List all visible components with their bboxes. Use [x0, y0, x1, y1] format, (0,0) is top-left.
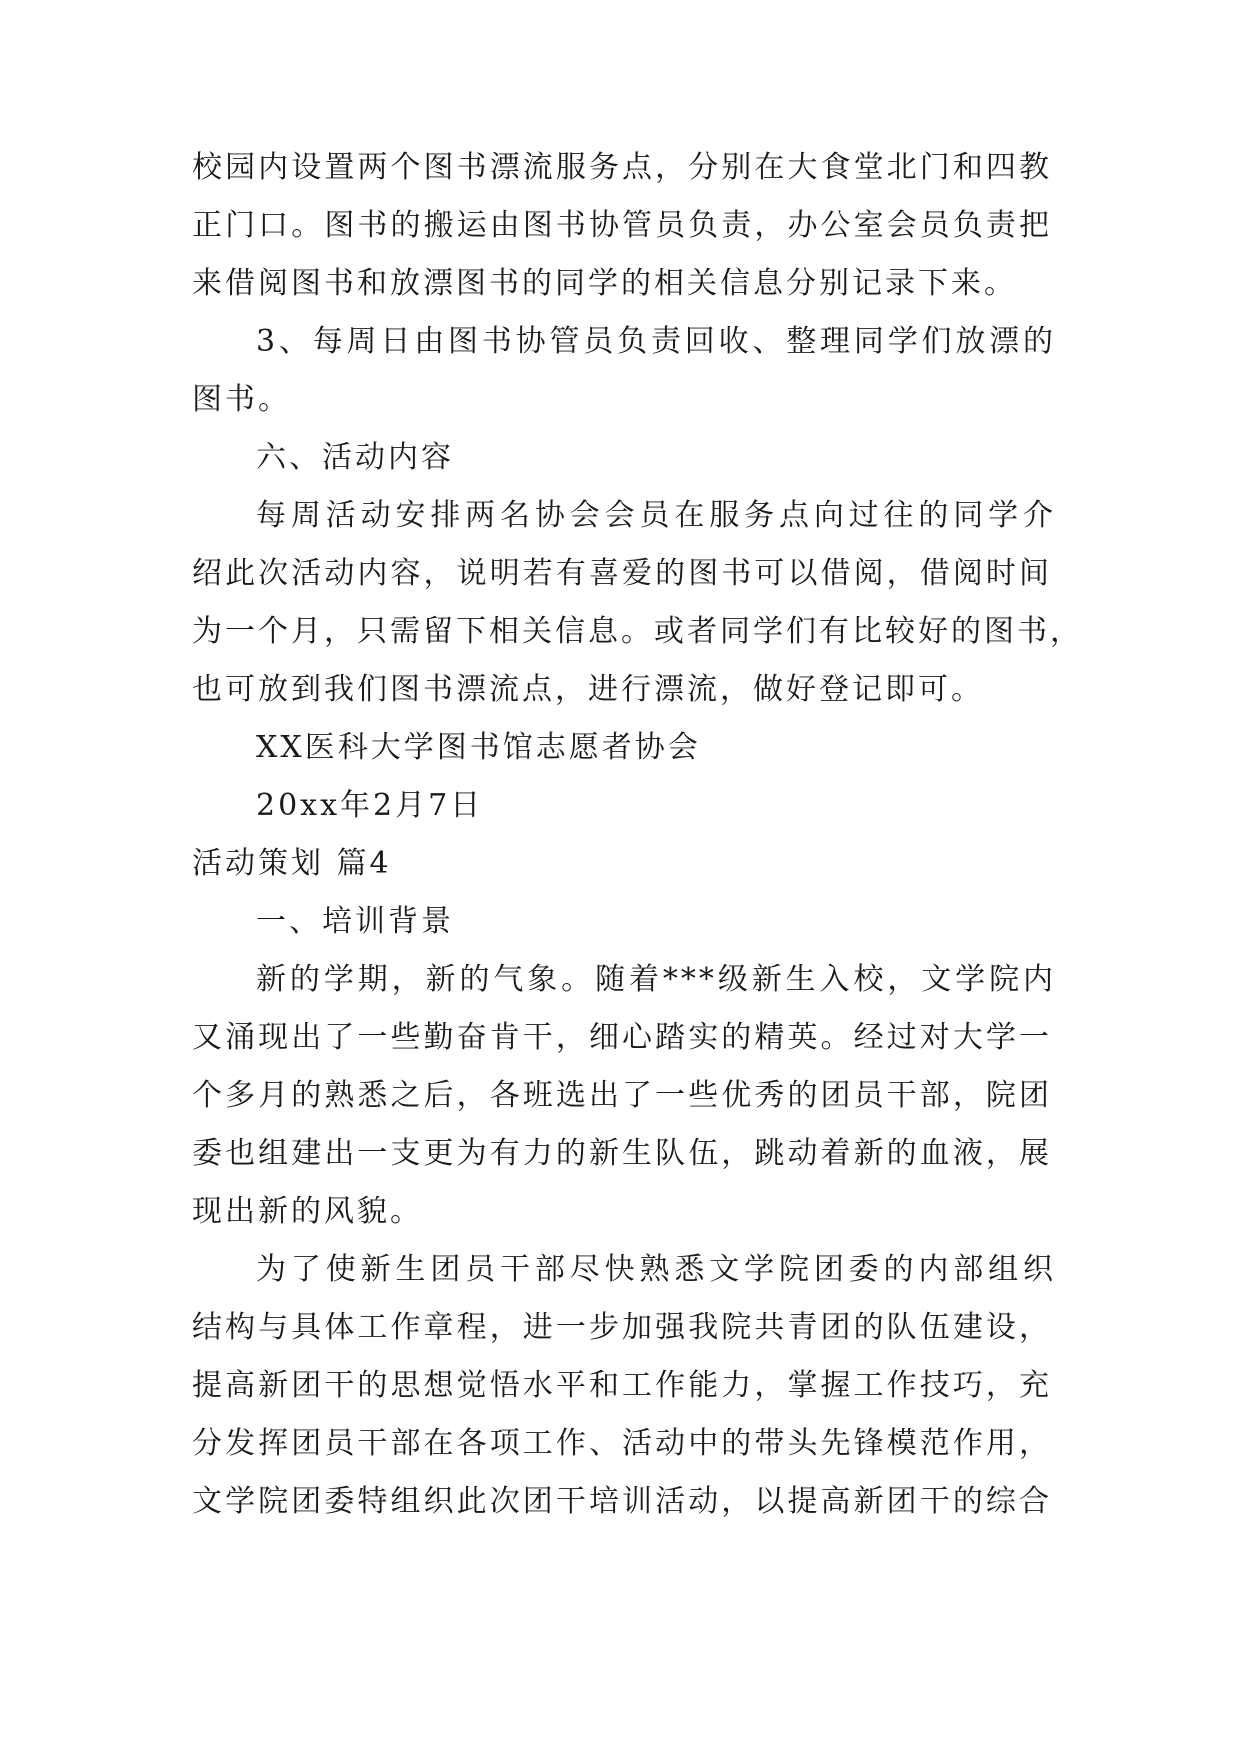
text-line: 文学院团委特组织此次团干培训活动，以提高新团干的综合 — [192, 1484, 1052, 1519]
text-line: 又涌现出了一些勤奋肯干，细心踏实的精英。经过对大学一 — [192, 1020, 1052, 1055]
text-line: 图书。 — [192, 382, 291, 417]
article-title: 活动策划 篇4 — [192, 846, 392, 881]
text-line: 分发挥团员干部在各项工作、活动中的带头先锋模范作用， — [192, 1426, 1052, 1461]
signature-date: 20xx年2月7日 — [256, 788, 484, 823]
text-line: 3、每周日由图书协管员负责回收、整理同学们放漂的 — [256, 324, 1056, 359]
text-line: 提高新团干的思想觉悟水平和工作能力，掌握工作技巧，充 — [192, 1368, 1052, 1403]
section-heading: 一、培训背景 — [256, 904, 454, 939]
text-line: 也可放到我们图书漂流点，进行漂流，做好登记即可。 — [192, 672, 984, 707]
text-line: 为一个月，只需留下相关信息。或者同学们有比较好的图书， — [192, 614, 1083, 649]
text-line: 绍此次活动内容，说明若有喜爱的图书可以借阅，借阅时间 — [192, 556, 1052, 591]
text-line: 正门口。图书的搬运由图书协管员负责，办公室会员负责把 — [192, 208, 1052, 243]
text-line: 现出新的风貌。 — [192, 1194, 423, 1229]
text-line: 新的学期，新的气象。随着***级新生入校，文学院内 — [256, 962, 1056, 997]
text-line: 每周活动安排两名协会会员在服务点向过往的同学介 — [256, 498, 1056, 533]
signature-organization: XX医科大学图书馆志愿者协会 — [256, 730, 701, 765]
text-line: 来借阅图书和放漂图书的同学的相关信息分别记录下来。 — [192, 266, 1017, 301]
text-line: 委也组建出一支更为有力的新生队伍，跳动着新的血液，展 — [192, 1136, 1052, 1171]
text-line: 个多月的熟悉之后，各班选出了一些优秀的团员干部，院团 — [192, 1078, 1052, 1113]
text-line: 校园内设置两个图书漂流服务点，分别在大食堂北门和四教 — [192, 150, 1052, 185]
section-heading: 六、活动内容 — [256, 440, 454, 475]
text-line: 结构与具体工作章程，进一步加强我院共青团的队伍建设， — [192, 1310, 1052, 1345]
text-line: 为了使新生团员干部尽快熟悉文学院团委的内部组织 — [256, 1252, 1056, 1287]
